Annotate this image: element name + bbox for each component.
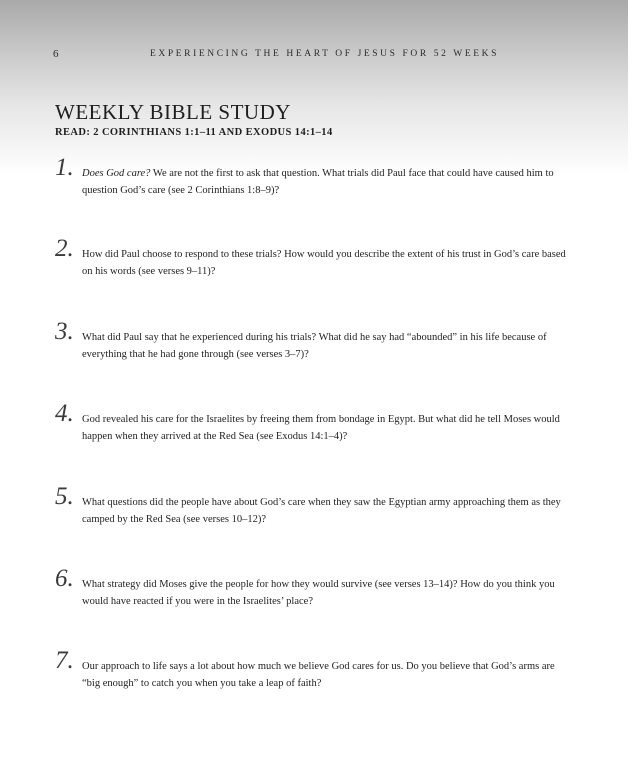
page-edge	[628, 0, 637, 769]
question-emphasis: Does God care?	[82, 168, 151, 179]
question-7	[55, 647, 575, 692]
question-5	[55, 483, 575, 528]
question-number: 5.	[55, 483, 74, 510]
page-number: 6	[53, 48, 59, 60]
header-gradient-band	[0, 0, 628, 175]
question-text: Our approach to life says a lot about how much we believe God cares for us. Do you believe that God’s arms are “big enough” to catch you when you take a leap of faith?	[82, 661, 555, 689]
question-text: What did Paul say that he experienced during his trials? What did he say had “abounded” in his life because of everything that he had gone through (see verses 3–7)?	[82, 332, 547, 360]
question-6	[55, 565, 575, 610]
question-3	[55, 318, 575, 363]
question-text: God revealed his care for the Israelites by freeing them from bondage in Egypt. But what did he tell Moses would happen when they arrived at the Red Sea (see Exodus 14:1–4)?	[82, 414, 560, 442]
question-text	[82, 165, 575, 199]
question-text: What questions did the people have about God’s care when they saw the Egyptian army approaching them as they camped by the Red Sea (see verses 10–12)?	[82, 497, 561, 525]
question-text: What strategy did Moses give the people for how they would survive (see verses 13–14)? How do you think you would have reacted if you were in the Israelites’ place?	[82, 579, 555, 607]
question-number: 6.	[55, 565, 74, 592]
question-4	[55, 400, 575, 445]
question-number: 1.	[55, 154, 74, 181]
section-title: WEEKLY BIBLE STUDY	[55, 100, 291, 124]
question-text: How did Paul choose to respond to these trials? How would you describe the extent of his trust in God’s care based on his words (see verses 9–11)?	[82, 249, 566, 277]
question-1	[55, 154, 575, 199]
running-title: EXPERIENCING THE HEART OF JESUS FOR 52 WEEKS	[150, 49, 499, 59]
question-2	[55, 235, 575, 280]
question-number: 3.	[55, 318, 74, 345]
question-body: We are not the first to ask that question. What trials did Paul face that could have caused him to question God’s care (see 2 Corinthians 1:8–9)?	[82, 168, 554, 196]
question-number: 4.	[55, 400, 74, 427]
reading-assignment: READ: 2 CORINTHIANS 1:1–11 AND EXODUS 14:1–14	[55, 127, 333, 138]
question-number: 2.	[55, 235, 74, 262]
question-number: 7.	[55, 647, 74, 674]
